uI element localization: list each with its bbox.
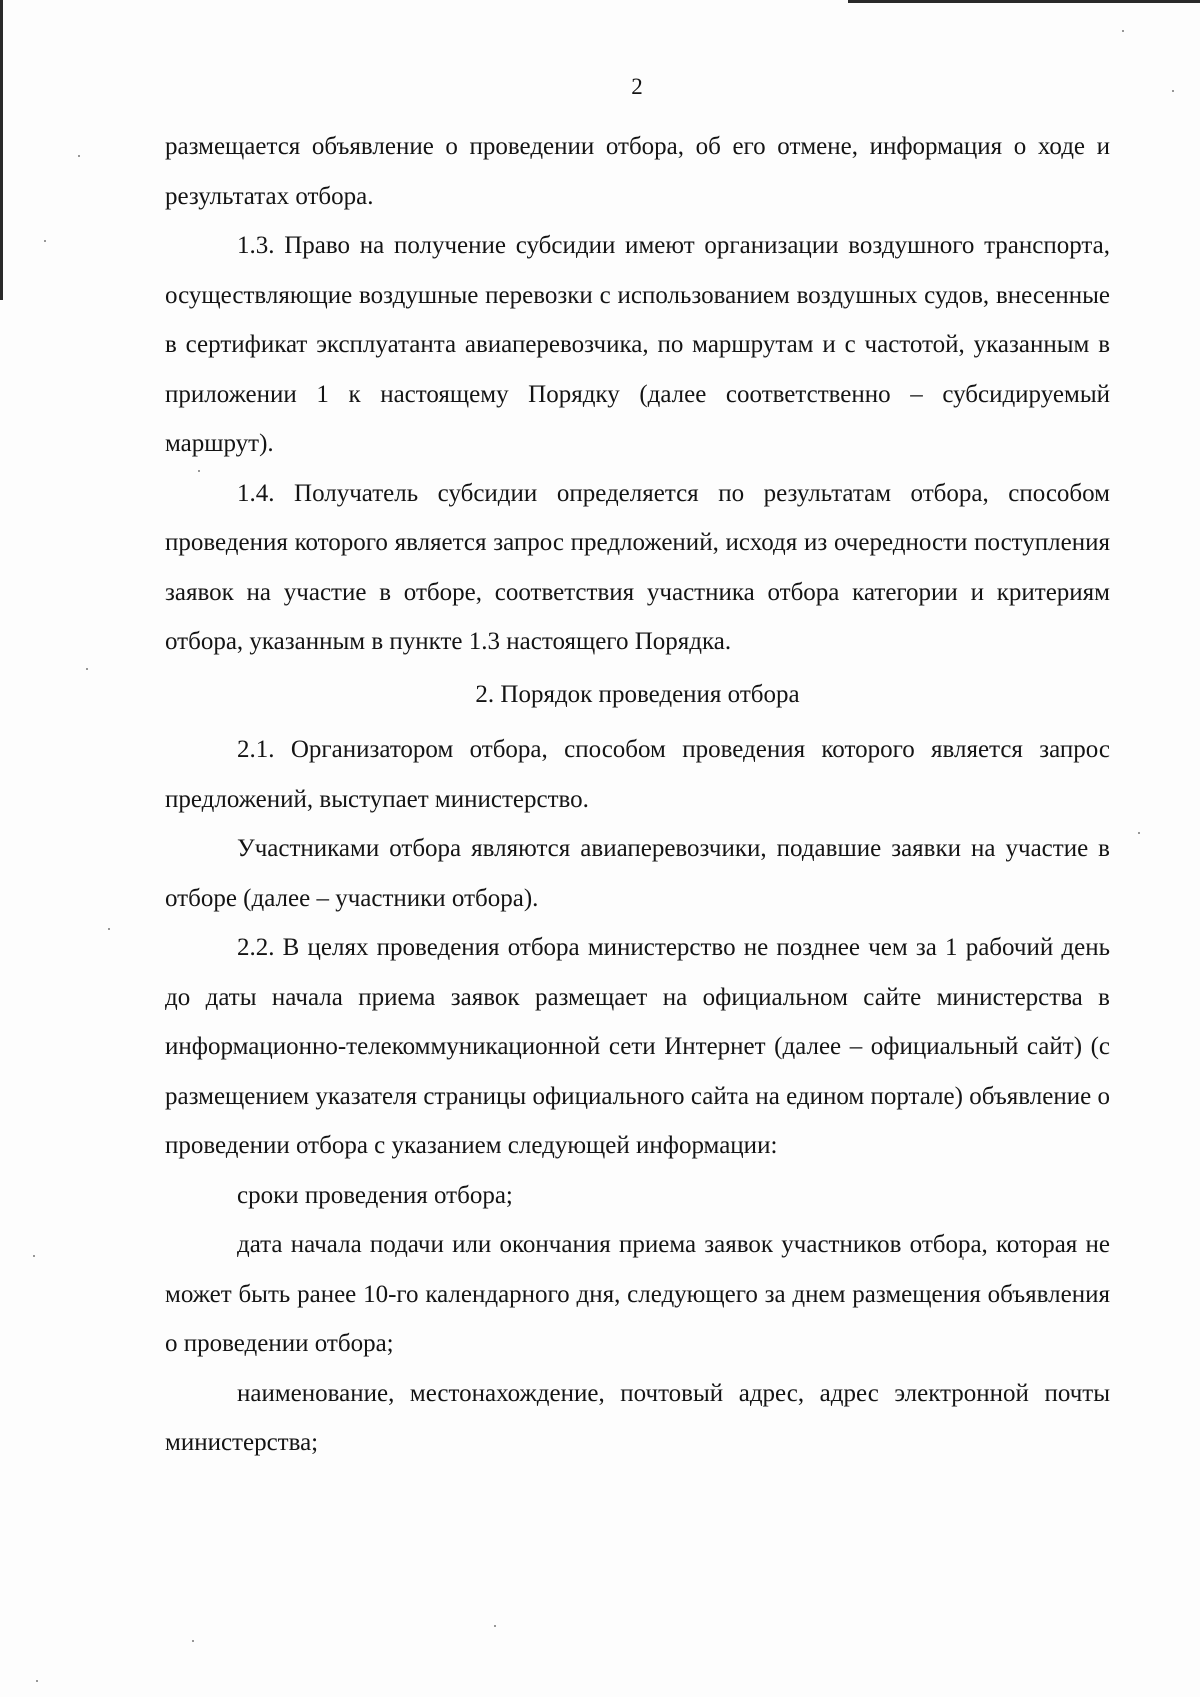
scan-speck	[1172, 90, 1174, 92]
scan-speck	[33, 1255, 35, 1257]
list-item-ministry-address: наименование, местонахождение, почтовый адрес, адрес электронной почты министерства;	[165, 1379, 1110, 1456]
paragraph-1-4: 1.4. Получатель субсидии определяется по результатам отбора, способом проведения которого является запрос предложений, исходя из очередности поступления заявок на участие в отборе, соответствия участника отбора категории и критериям отбора, указанным в пункте 1.3 настоящего Порядка.	[165, 479, 1110, 655]
paragraph-2-2: 2.2. В целях проведения отбора министерство не позднее чем за 1 рабочий день до даты начала приема заявок размещает на официальном сайте министерства в информационно-телекоммуникационной сети Интернет (далее – официальный сайт) (с размещением указателя страницы официального сайта на едином портале) объявление о проведении отбора с указанием следующей информации:	[165, 934, 1110, 1159]
section-heading: 2. Порядок проведения отбора	[475, 680, 800, 708]
scan-speck	[78, 155, 80, 157]
scan-speck	[108, 928, 110, 930]
scan-speck	[494, 1625, 496, 1627]
paragraph-2-1: 2.1. Организатором отбора, способом проведения которого является запрос предложений, выступает министерство.	[165, 736, 1110, 813]
scan-speck	[1138, 832, 1140, 834]
scan-speck	[36, 1680, 38, 1682]
scan-speck	[1122, 30, 1124, 32]
document-body	[165, 122, 1110, 1468]
paragraph-participants: Участниками отбора являются авиаперевозчики, подавшие заявки на участие в отборе (далее – участники отбора).	[165, 835, 1110, 912]
page-number: 2	[631, 74, 643, 99]
scan-speck	[44, 240, 46, 242]
paragraph-1: размещается объявление о проведении отбора, об его отмене, информация о ходе и результатах отбора.	[165, 133, 1110, 210]
paragraph-1-3: 1.3. Право на получение субсидии имеют организации воздушного транспорта, осуществляющие воздушные перевозки с использованием воздушных судов, внесенные в сертификат эксплуатанта авиаперевозчика, по маршрутам и с частотой, указанным в приложении 1 к настоящему Порядку (далее соответственно – субсидируемый маршрут).	[165, 232, 1110, 457]
scan-speck	[192, 1640, 194, 1642]
scan-speck	[86, 668, 88, 670]
list-item-terms: сроки проведения отбора;	[237, 1181, 513, 1209]
scan-speck	[962, 1258, 964, 1260]
scan-speck	[198, 470, 200, 472]
scan-top-rule	[848, 0, 1200, 3]
scan-left-edge	[0, 0, 3, 300]
list-item-dates: дата начала подачи или окончания приема заявок участников отбора, которая не может быть ранее 10-го календарного дня, следующего за днем размещения объявления о проведении отбора;	[165, 1231, 1110, 1357]
